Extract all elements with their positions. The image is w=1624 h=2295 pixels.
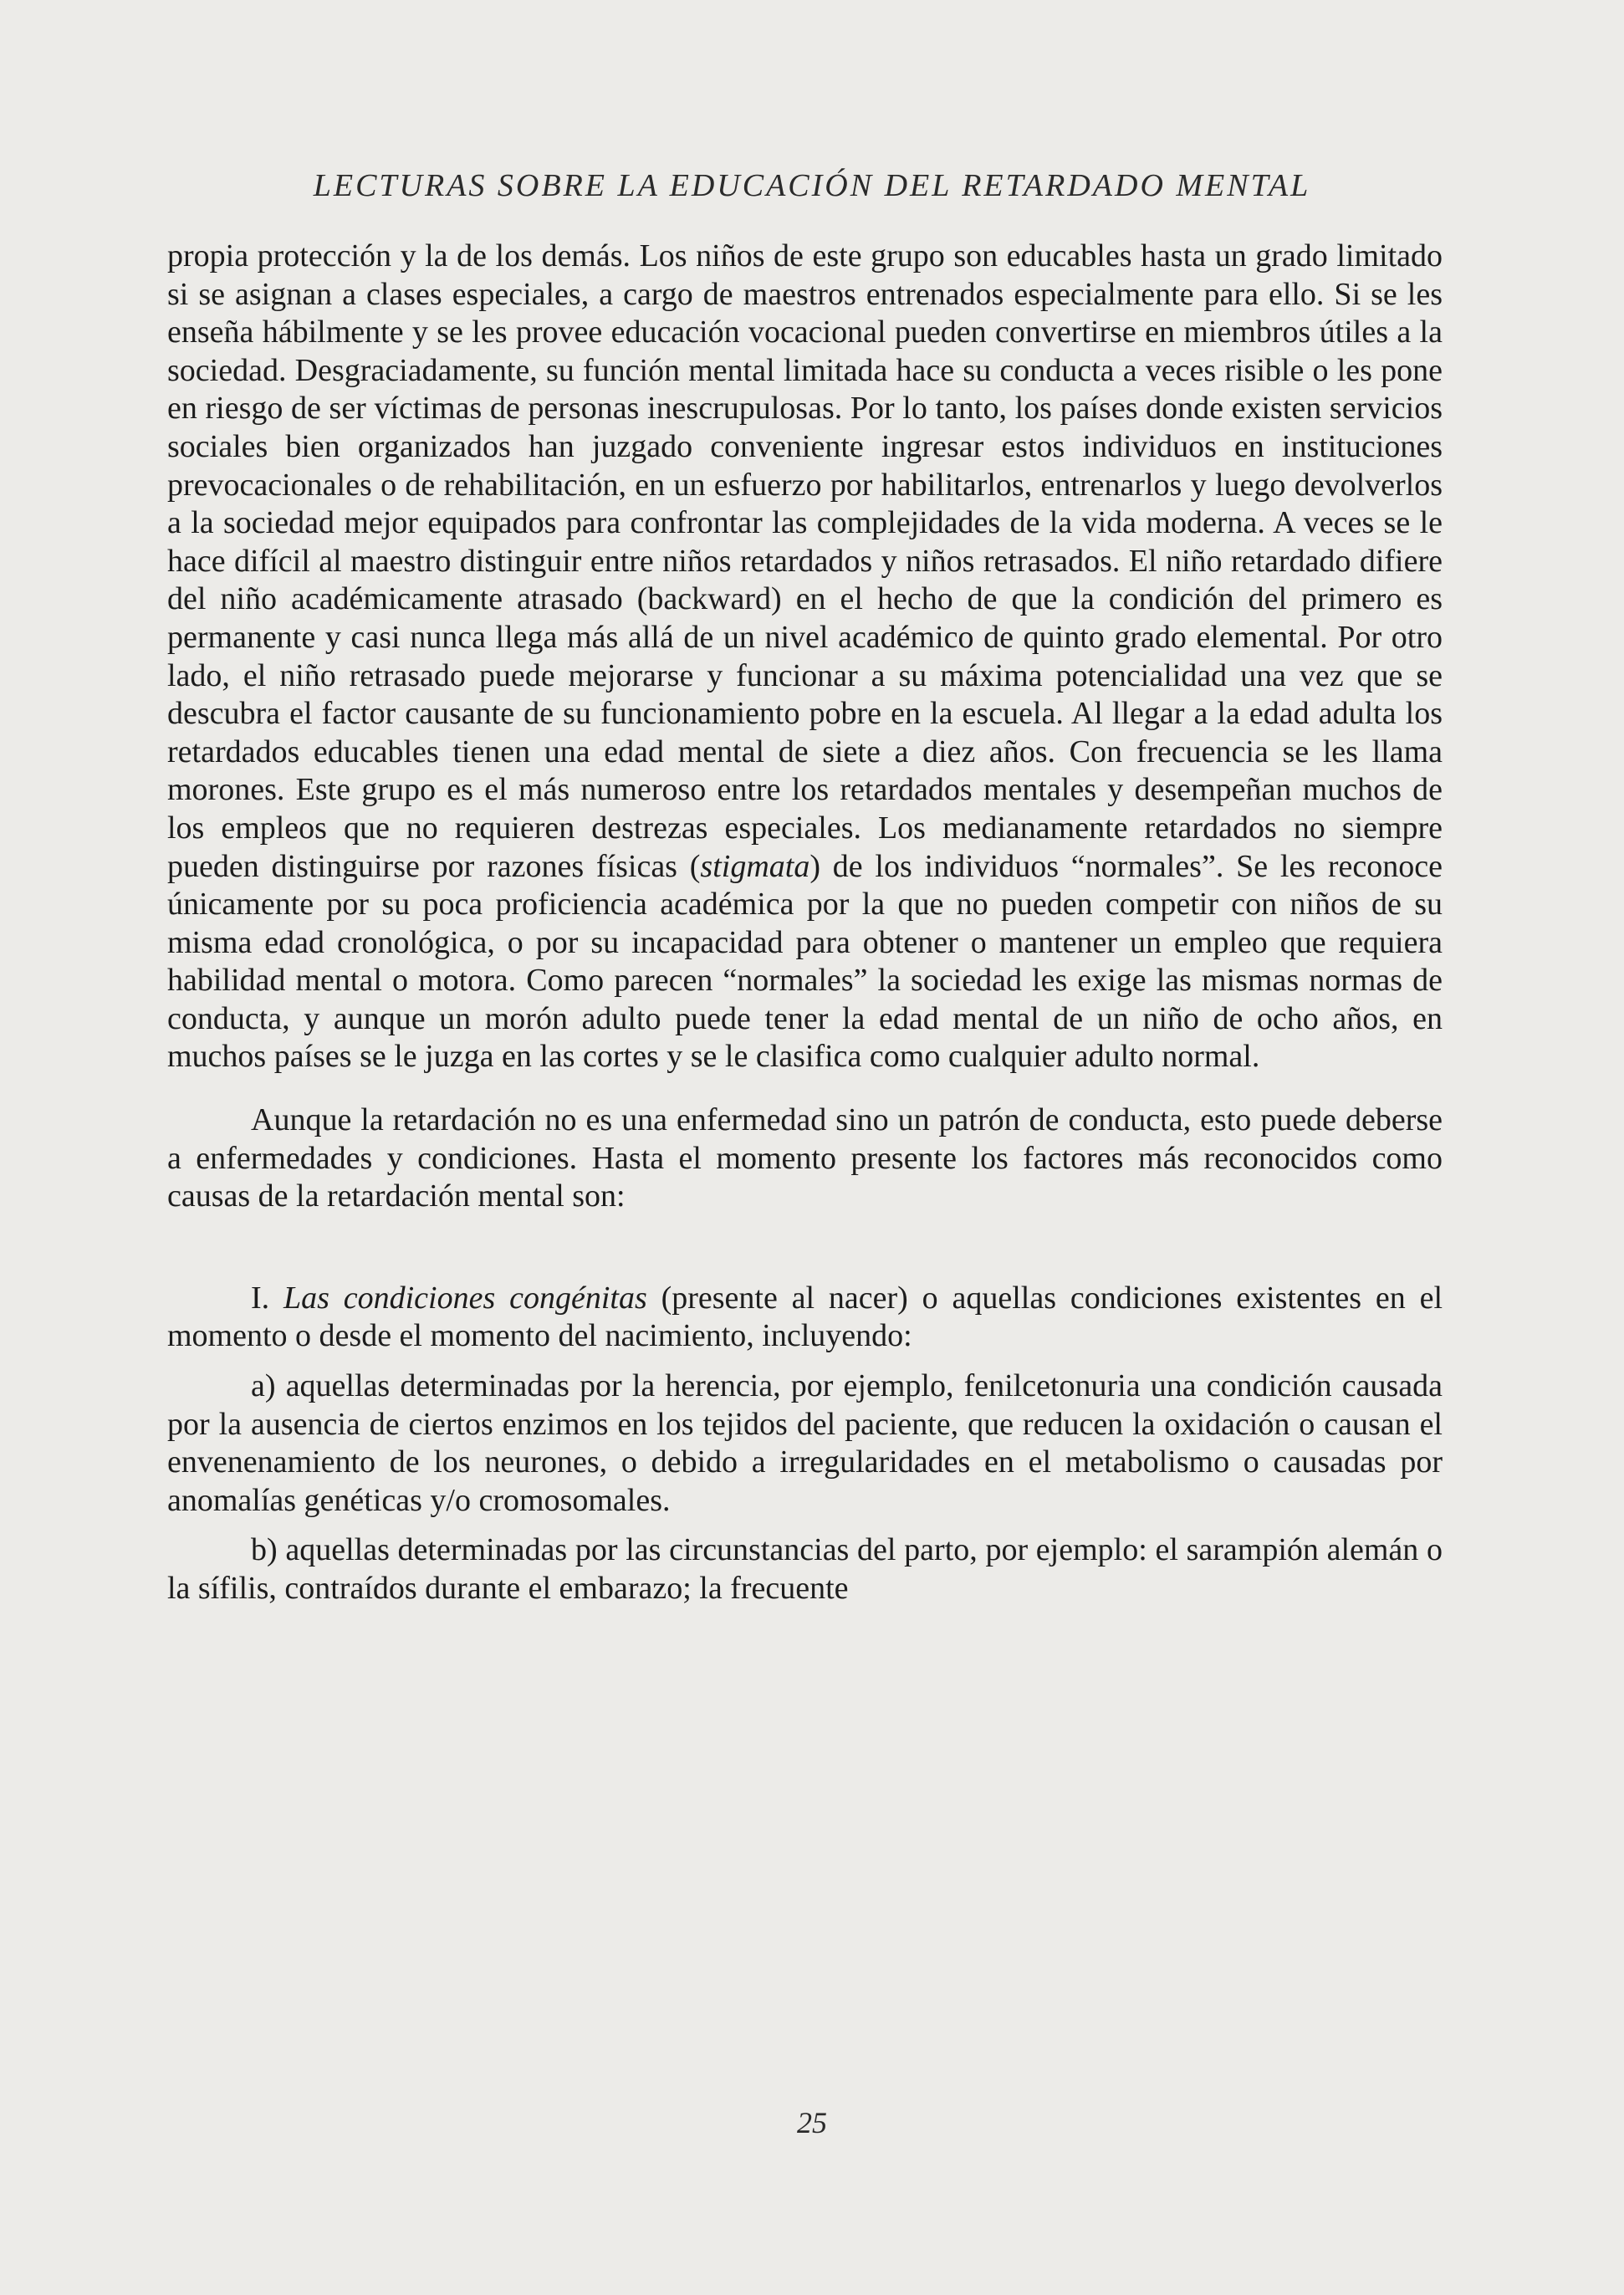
- sub-item-a-label: a): [251, 1368, 276, 1404]
- paragraph-1: propia protección y la de los demás. Los niños de este grupo son educables hasta un grado limitado si se asignan a clases especiales, a cargo de maestros entrenados especialmente para ello. Si se les enseña hábilmente y se les provee educación vocacional pueden convertirse en miembros útiles a la sociedad. Desgraciadamente, su función mental limitada hace su conducta a veces risible o les pone en riesgo de ser víctimas de personas inescrupulosas. Por lo tanto, los países donde existen servicios sociales bien organizados han juzgado conveniente ingresar estos individuos en instituciones prevocacionales o de rehabilitación, en un esfuerzo por habilitarlos, entrenarlos y luego devolverlos a la sociedad mejor equipados para confrontar las complejidades de la vida moderna. A veces se le hace difícil al maestro distinguir entre niños retardados y niños retrasados. El niño retardado difiere del niño académicamente atrasado (backward) en el hecho de que la condición del primero es permanente y casi nunca llega más allá de un nivel académico de quinto grado elemental. Por otro lado, el niño retrasado puede mejorarse y funcionar a su máxima potencialidad una vez que se descubra el factor causante de su funcionamiento pobre en la escuela. Al llegar a la edad adulta los retardados educables tienen una edad mental de siete a diez años. Con frecuencia se les llama morones. Este grupo es el más numeroso entre los retardados mentales y desempeñan muchos de los empleos que no requieren destrezas especiales. Los medianamente retardados no siempre pueden distinguirse por razones físicas (stigmata) de los individuos “normales”. Se les reconoce únicamente por su poca proficiencia académica por la que no pueden competir con niños de su misma edad cronológica, o por su incapacidad para obtener o mantener un empleo que requiera habilidad mental o motora. Como parecen “normales” la sociedad les exige las mismas normas de conducta, y aunque un morón adulto puede tener la edad mental de un niño de ocho años, en muchos países se le juzga en las cortes y se le clasifica como cualquier adulto normal.: [167, 238, 1443, 1075]
- page-number: 25: [797, 2106, 827, 2139]
- sub-item-a: [167, 1367, 1443, 1520]
- roman-numeral: I.: [251, 1280, 270, 1316]
- stigmata-term: stigmata: [700, 848, 810, 884]
- list-item-text: (presente al nacer) o aquellas condiciones existentes en el momento o desde el momento del nacimiento, incluyendo:: [167, 1280, 1443, 1354]
- body-text: [167, 238, 1443, 1608]
- running-head: LECTURAS SOBRE LA EDUCACIÓN DEL RETARDADO MENTAL: [313, 168, 1311, 203]
- sub-item-b: [167, 1531, 1443, 1608]
- list-item-congenital: [167, 1280, 1443, 1356]
- paragraph-1-continuation: de los individuos “normales”. Se les reconoce únicamente por su poca proficiencia académica por la que no pueden competir con niños de su misma edad cronológica, o por su incapacidad para obtener o mantener un empleo que requiera habilidad mental o motora. Como parecen “normales” la sociedad les exige las mismas normas de conducta, y aunque un morón adulto puede tener la edad mental de un niño de ocho años, en muchos países se le juzga en las cortes y se le clasifica como cualquier adulto normal.: [167, 848, 1443, 1075]
- sub-item-a-text: aquellas determinadas por la herencia, por ejemplo, fenilcetonuria una condición causada por la ausencia de ciertos enzimos en los tejidos del paciente, que reducen la oxidación o causan el envenenamiento de los neurones, o debido a irregularidades en el metabolismo o causadas por anomalías genéticas y/o cromosomales.: [167, 1368, 1443, 1518]
- list-item-title: Las condiciones congénitas: [283, 1280, 647, 1316]
- paragraph-2: Aunque la retardación no es una enfermedad sino un patrón de conducta, esto puede deberse a enfermedades y condiciones. Hasta el momento presente los factores más reconocidos como causas de la retardación mental son:: [167, 1102, 1443, 1214]
- sub-item-b-label: b): [251, 1532, 278, 1568]
- paragraph-1-text: propia protección y la de los demás. Los niños de este grupo son educables hasta un grado limitado si se asignan a clases especiales, a cargo de maestros entrenados especialmente para ello. Si se les enseña hábilmente y se les provee educación vocacional pueden convertirse en miembros útiles a la sociedad. Desgraciadamente, su función mental limitada hace su conducta a veces risible o les pone en riesgo de ser víctimas de personas inescrupulosas. Por lo tanto, los países donde existen servicios sociales bien organizados han juzgado conveniente ingresar estos individuos en instituciones prevocacionales o de rehabilitación, en un esfuerzo por habilitarlos, entrenarlos y luego devolverlos a la sociedad mejor equipados para confrontar las complejidades de la vida moderna. A veces se le hace difícil al maestro distinguir entre niños retardados y niños retrasados. El niño retardado difiere del niño académicamente atrasado (backward) en el hecho de que la condición del primero es permanente y casi nunca llega más allá de un nivel académico de quinto grado elemental. Por otro lado, el niño retrasado puede mejorarse y funcionar a su máxima potencialidad una vez que se descubra el factor causante de su funcionamiento pobre en la escuela. Al llegar a la edad adulta los retardados educables tienen una edad mental de siete a diez años. Con frecuencia se les llama morones. Este grupo es el más numeroso entre los retardados mentales y desempeñan muchos de los empleos que no requieren destrezas especiales. Los medianamente retardados no siempre pueden distinguirse por razones físicas: [167, 238, 1443, 884]
- sub-item-b-text: aquellas determinadas por las circunstancias del parto, por ejemplo: el sarampión alemán o la sífilis, contraídos durante el embarazo; la frecuente: [167, 1532, 1443, 1606]
